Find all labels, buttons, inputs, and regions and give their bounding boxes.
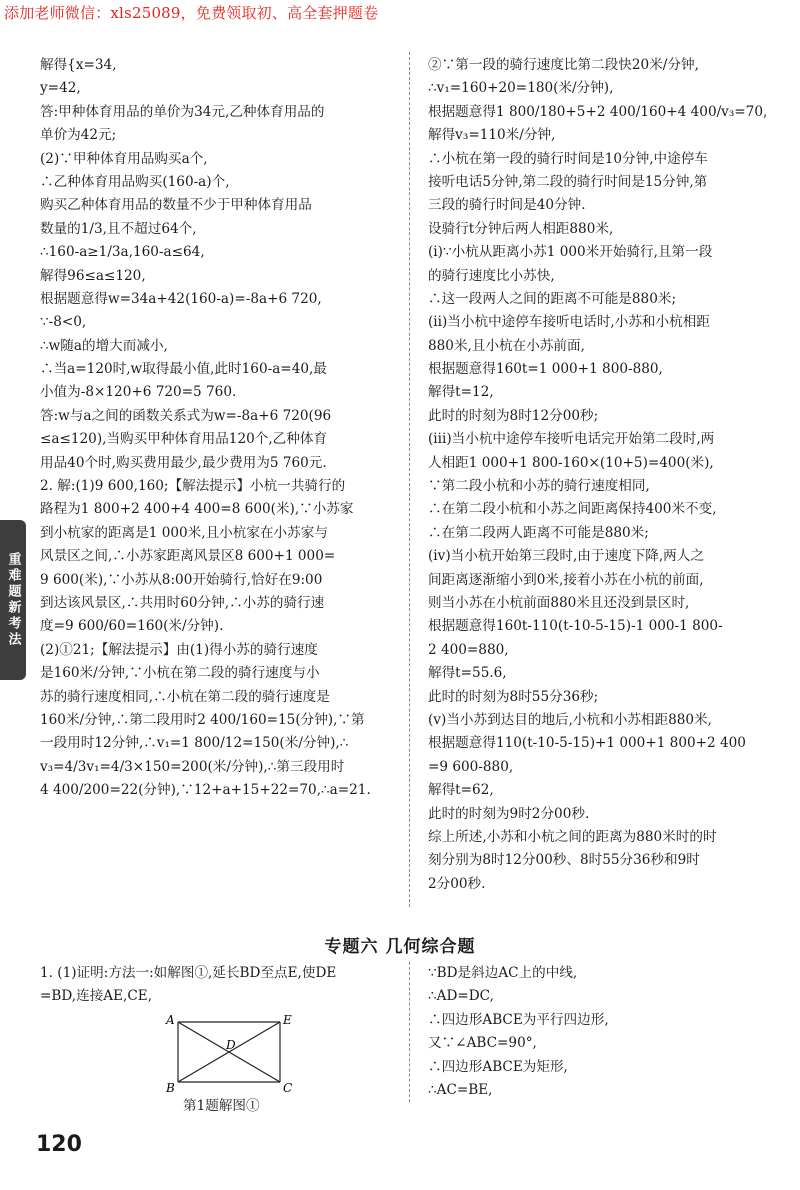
text-line: 人相距1 000+1 800-160×(10+5)=400(米), (428, 454, 714, 471)
text-line: 根据题意得160t-110(t-10-5-15)-1 000-1 800- (428, 618, 723, 635)
text-line: ∴四边形ABCE为平行四边形, (428, 1011, 609, 1028)
watermark-text: 添加老师微信：xls25089，免费领取初、高全套押题卷 (4, 4, 379, 22)
text-line: ∴160-a≥1/3a,160-a≤64, (40, 244, 205, 261)
text-line: y=42, (40, 80, 81, 97)
text-line: 度=9 600/60=160(米/分钟). (40, 618, 224, 635)
text-line: 路程为1 800+2 400+4 400=8 600(米),∵小苏家 (40, 501, 354, 518)
text-line: 根据题意得w=34a+42(160-a)=-8a+6 720, (40, 290, 322, 307)
label-d: D (226, 1038, 236, 1052)
text-line: 答:w与a之间的函数关系式为w=-8a+6 720(96 (40, 407, 332, 424)
text-line: ∴乙种体育用品购买(160-a)个, (40, 173, 230, 190)
text-line: ∴四边形ABCE为矩形, (428, 1058, 568, 1075)
text-line: 解得t=62, (428, 782, 494, 799)
text-line: 到小杭家的距离是1 000米,且小杭家在小苏家与 (40, 524, 328, 541)
text-line: ∴v₁=160+20=180(米/分钟), (428, 80, 614, 97)
text-line: 2 400=880, (428, 641, 509, 658)
text-line: (ii)当小杭中途停车接听电话时,小苏和小杭相距 (428, 314, 710, 331)
page-number: 120 (36, 1132, 82, 1157)
text-line: 解得t=12, (428, 384, 494, 401)
text-line: ∴w随a的增大而减小, (40, 337, 168, 354)
text-line: 数量的1/3,且不超过64个, (40, 220, 197, 237)
text-line: ∴小杭在第一段的骑行时间是10分钟,中途停车 (428, 150, 708, 167)
figure-caption: 第1题解图① (183, 1098, 260, 1114)
text-line: (iii)当小杭中途停车接听电话完开始第二段时,两 (428, 431, 715, 448)
text-line: (2)①21;【解法提示】由(1)得小苏的骑行速度 (40, 641, 318, 658)
text-line: ≤a≤120),当购买甲种体育用品120个,乙种体育 (40, 431, 328, 448)
text-line: 间距离逐渐缩小到0米,接着小苏在小杭的前面, (428, 571, 704, 588)
text-line: 答:甲种体育用品的单价为34元,乙种体育用品的 (40, 103, 325, 120)
text-line: 此时的时刻为8时55分36秒; (428, 688, 599, 705)
text-line: ∴当a=120时,w取得最小值,此时160-a=40,最 (40, 361, 327, 378)
text-line: 2. 解:(1)9 600,160;【解法提示】小杭一共骑行的 (40, 478, 346, 495)
text-line: 根据题意得110(t-10-5-15)+1 000+1 800+2 400 (428, 735, 746, 752)
text-line: ②∵第一段的骑行速度比第二段快20米/分钟, (428, 57, 699, 73)
column-divider (409, 52, 410, 907)
label-e: E (283, 1013, 292, 1027)
text-line: 880米,且小杭在小苏前面, (428, 337, 585, 354)
text-line: ∴在第二段两人距离不可能是880米; (428, 524, 649, 541)
text-line: 则当小苏在小杭前面880米且还没到景区时, (428, 594, 690, 611)
text-line: ∴AD=DC, (428, 988, 494, 1005)
text-line: v₃=4/3v₁=4/3×150=200(米/分钟),∴第三段用时 (40, 758, 345, 775)
text-line: 4 400/200=22(分钟),∵12+a+15+22=70,∴a=21. (40, 782, 371, 799)
text-line: (i)∵小杭从距离小苏1 000米开始骑行,且第一段 (428, 244, 713, 261)
label-b: B (166, 1081, 175, 1095)
text-line: 的骑行速度比小苏快, (428, 267, 555, 284)
text-line: 到达该风景区,∴共用时60分钟,∴小苏的骑行速 (40, 594, 325, 611)
text-line: 根据题意得160t=1 000+1 800-880, (428, 361, 663, 378)
text-line: 小值为-8×120+6 720=5 760. (40, 384, 237, 401)
text-line: (iv)当小杭开始第三段时,由于速度下降,两人之 (428, 548, 704, 565)
text-line: 解得{x=34, (40, 57, 117, 73)
text-line: 160米/分钟,∴第二段用时2 400/160=15(分钟),∵第 (40, 711, 365, 728)
text-line: 一段用时12分钟,∴v₁=1 800/12=150(米/分钟),∴ (40, 735, 349, 752)
sidebar-tab: 重难题新考法 (0, 520, 26, 680)
right-column (428, 54, 780, 896)
text-line: 1. (1)证明:方法一:如解图①,延长BD至点E,使DE (40, 965, 337, 981)
lower-column-divider (409, 962, 410, 1102)
text-line: 接听电话5分钟,第二段的骑行时间是15分钟,第 (428, 173, 708, 190)
text-line: 风景区之间,∴小苏家距离风景区8 600+1 000= (40, 548, 336, 565)
text-line: 又∵∠ABC=90°, (428, 1035, 537, 1052)
text-line: 此时的时刻为8时12分00秒; (428, 407, 599, 424)
text-line: ∵第二段小杭和小苏的骑行速度相同, (428, 478, 650, 495)
text-line: 用品40个时,购买费用最少,最少费用为5 760元. (40, 454, 327, 471)
text-line: 苏的骑行速度相同,∴小杭在第二段的骑行速度是 (40, 688, 330, 705)
text-line: ∴这一段两人之间的距离不可能是880米; (428, 290, 677, 307)
text-line: 是160米/分钟,∵小杭在第二段的骑行速度与小 (40, 665, 320, 682)
text-line: 9 600(米),∵小苏从8:00开始骑行,恰好在9:00 (40, 571, 323, 588)
section-heading: 专题六 几何综合题 (324, 937, 476, 957)
lower-left-column (40, 962, 400, 1009)
text-line: 解得96≤a≤120, (40, 267, 146, 284)
text-line: 设骑行t分钟后两人相距880米, (428, 220, 614, 237)
text-line: =BD,连接AE,CE, (40, 988, 153, 1005)
text-line: 购买乙种体育用品的数量不少于甲种体育用品 (40, 197, 312, 214)
text-line: 综上所述,小苏和小杭之间的距离为880米时的时 (428, 828, 717, 845)
label-a: A (166, 1013, 175, 1027)
text-line: (2)∵甲种体育用品购买a个, (40, 150, 208, 167)
text-line: ∵-8<0, (40, 314, 87, 331)
left-column (40, 54, 390, 803)
text-line: 此时的时刻为9时2分00秒. (428, 805, 590, 822)
text-line: ∴在第二段小杭和小苏之间距离保持400米不变, (428, 501, 717, 518)
label-c: C (283, 1081, 293, 1095)
text-line: 解得t=55.6, (428, 665, 507, 682)
text-line: 根据题意得1 800/180+5+2 400/160+4 400/v₃=70, (428, 103, 768, 120)
text-line: =9 600-880, (428, 758, 514, 775)
text-line: 三段的骑行时间是40分钟. (428, 197, 586, 214)
text-line: ∴AC=BE, (428, 1081, 493, 1098)
text-line: 刻分别为8时12分00秒、8时55分36秒和9时 (428, 852, 700, 869)
text-line: 单价为42元; (40, 127, 117, 144)
text-line: ∵BD是斜边AC上的中线, (428, 965, 578, 981)
text-line: (v)当小苏到达目的地后,小杭和小苏相距880米, (428, 711, 712, 728)
text-line: 解得v₃=110米/分钟, (428, 127, 556, 144)
lower-right-column (428, 962, 780, 1102)
text-line: 2分00秒. (428, 875, 486, 892)
